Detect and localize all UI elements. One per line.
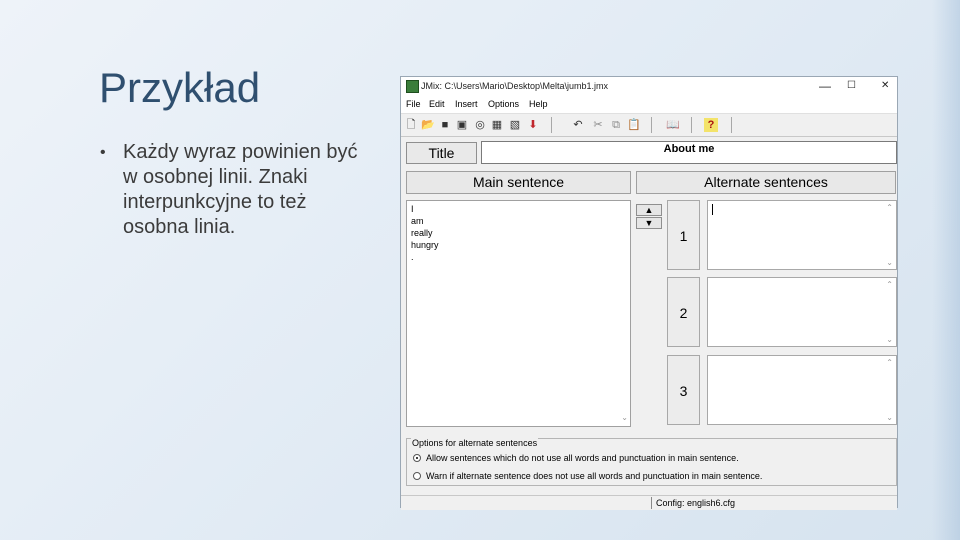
toolbar xyxy=(401,113,897,137)
status-separator xyxy=(651,497,652,509)
cut-icon[interactable]: ✂ xyxy=(593,119,603,131)
status-bar xyxy=(401,495,897,510)
alternate-sentence-input[interactable] xyxy=(707,355,897,425)
export-alt-icon[interactable]: ▧ xyxy=(509,119,521,131)
slide-title: Przykład xyxy=(99,64,261,111)
menu-edit[interactable]: Edit xyxy=(429,99,445,109)
warn-radio[interactable] xyxy=(413,472,421,480)
title-input[interactable]: About me xyxy=(481,141,897,164)
chevron-up-icon[interactable]: ⌃ xyxy=(886,203,893,212)
menu-insert[interactable]: Insert xyxy=(455,99,478,109)
bullet-dot: • xyxy=(100,144,106,161)
menu-bar xyxy=(401,97,897,113)
copy-icon[interactable]: ⧉ xyxy=(612,119,620,131)
toolbar-separator xyxy=(651,117,652,133)
chevron-down-icon[interactable]: ⌄ xyxy=(886,413,893,422)
allow-radio[interactable] xyxy=(413,454,421,462)
menu-options[interactable]: Options xyxy=(488,99,520,109)
alternate-sentence-input[interactable] xyxy=(707,277,897,347)
jmix-window xyxy=(400,76,898,508)
alternate-number: 2 xyxy=(667,277,700,347)
save-icon[interactable]: ■ xyxy=(441,119,449,131)
chevron-up-icon[interactable]: ⌃ xyxy=(886,358,893,367)
list-item[interactable]: I xyxy=(411,204,414,214)
menu-help[interactable]: Help xyxy=(529,99,548,109)
main-sentence-list[interactable] xyxy=(406,200,631,427)
download-arrow-icon[interactable]: ⬇ xyxy=(528,119,538,131)
list-item[interactable]: am xyxy=(411,216,424,226)
maximize-button[interactable]: ☐ xyxy=(847,80,856,91)
menu-file[interactable]: File xyxy=(406,99,421,109)
status-text: Config: english6.cfg xyxy=(656,498,736,508)
book-icon[interactable]: 📖 xyxy=(666,119,680,131)
window-title: JMix: C:\Users\Mario\Desktop\Melta\jumb1.jmx xyxy=(421,81,609,91)
minimize-button[interactable]: — xyxy=(819,79,831,93)
alternate-number: 1 xyxy=(667,200,700,270)
chevron-down-icon[interactable]: ⌄ xyxy=(621,413,628,422)
open-folder-icon[interactable]: 📂 xyxy=(421,119,435,131)
move-down-button[interactable]: ▼ xyxy=(636,217,662,229)
list-item[interactable]: . xyxy=(411,252,414,262)
warn-radio-label[interactable]: Warn if alternate sentence does not use all words and punctuation in main sentence. xyxy=(426,471,763,481)
list-item[interactable]: hungry xyxy=(411,240,439,250)
toolbar-separator xyxy=(691,117,692,133)
allow-radio-label[interactable]: Allow sentences which do not use all words and punctuation in main sentence. xyxy=(426,453,739,463)
toolbar-separator xyxy=(551,117,552,133)
options-legend: Options for alternate sentences xyxy=(412,438,538,448)
web-page-icon[interactable]: ◎ xyxy=(475,119,485,131)
alternate-sentence-input[interactable] xyxy=(707,200,897,270)
slide-bullet xyxy=(100,140,375,240)
chevron-up-icon[interactable]: ⌃ xyxy=(886,280,893,289)
export-icon[interactable]: ▦ xyxy=(491,119,503,131)
toolbar-separator xyxy=(731,117,732,133)
undo-icon[interactable]: ↶ xyxy=(573,119,583,131)
list-item[interactable]: really xyxy=(411,228,433,238)
bullet-text: Każdy wyraz powinien być w osobnej linii. Znaki interpunkcyjne to też osobna linia. xyxy=(123,141,358,238)
main-sentence-header[interactable]: Main sentence xyxy=(406,171,631,194)
chevron-down-icon[interactable]: ⌄ xyxy=(886,258,893,267)
help-icon[interactable]: ? xyxy=(704,118,718,132)
alternate-sentences-header[interactable]: Alternate sentences xyxy=(636,171,896,194)
alternate-number: 3 xyxy=(667,355,700,425)
text-caret xyxy=(712,204,713,215)
close-button[interactable]: ✕ xyxy=(881,80,890,91)
move-up-button[interactable]: ▲ xyxy=(636,204,662,216)
new-file-icon[interactable]: 🗋 xyxy=(406,119,416,131)
title-bar[interactable] xyxy=(401,77,897,97)
paste-icon[interactable]: 📋 xyxy=(627,119,641,131)
save-as-icon[interactable]: ▣ xyxy=(456,119,468,131)
title-button[interactable]: Title xyxy=(406,142,477,164)
slide-edge-decoration xyxy=(932,0,960,540)
app-icon xyxy=(406,80,419,93)
chevron-down-icon[interactable]: ⌄ xyxy=(886,335,893,344)
